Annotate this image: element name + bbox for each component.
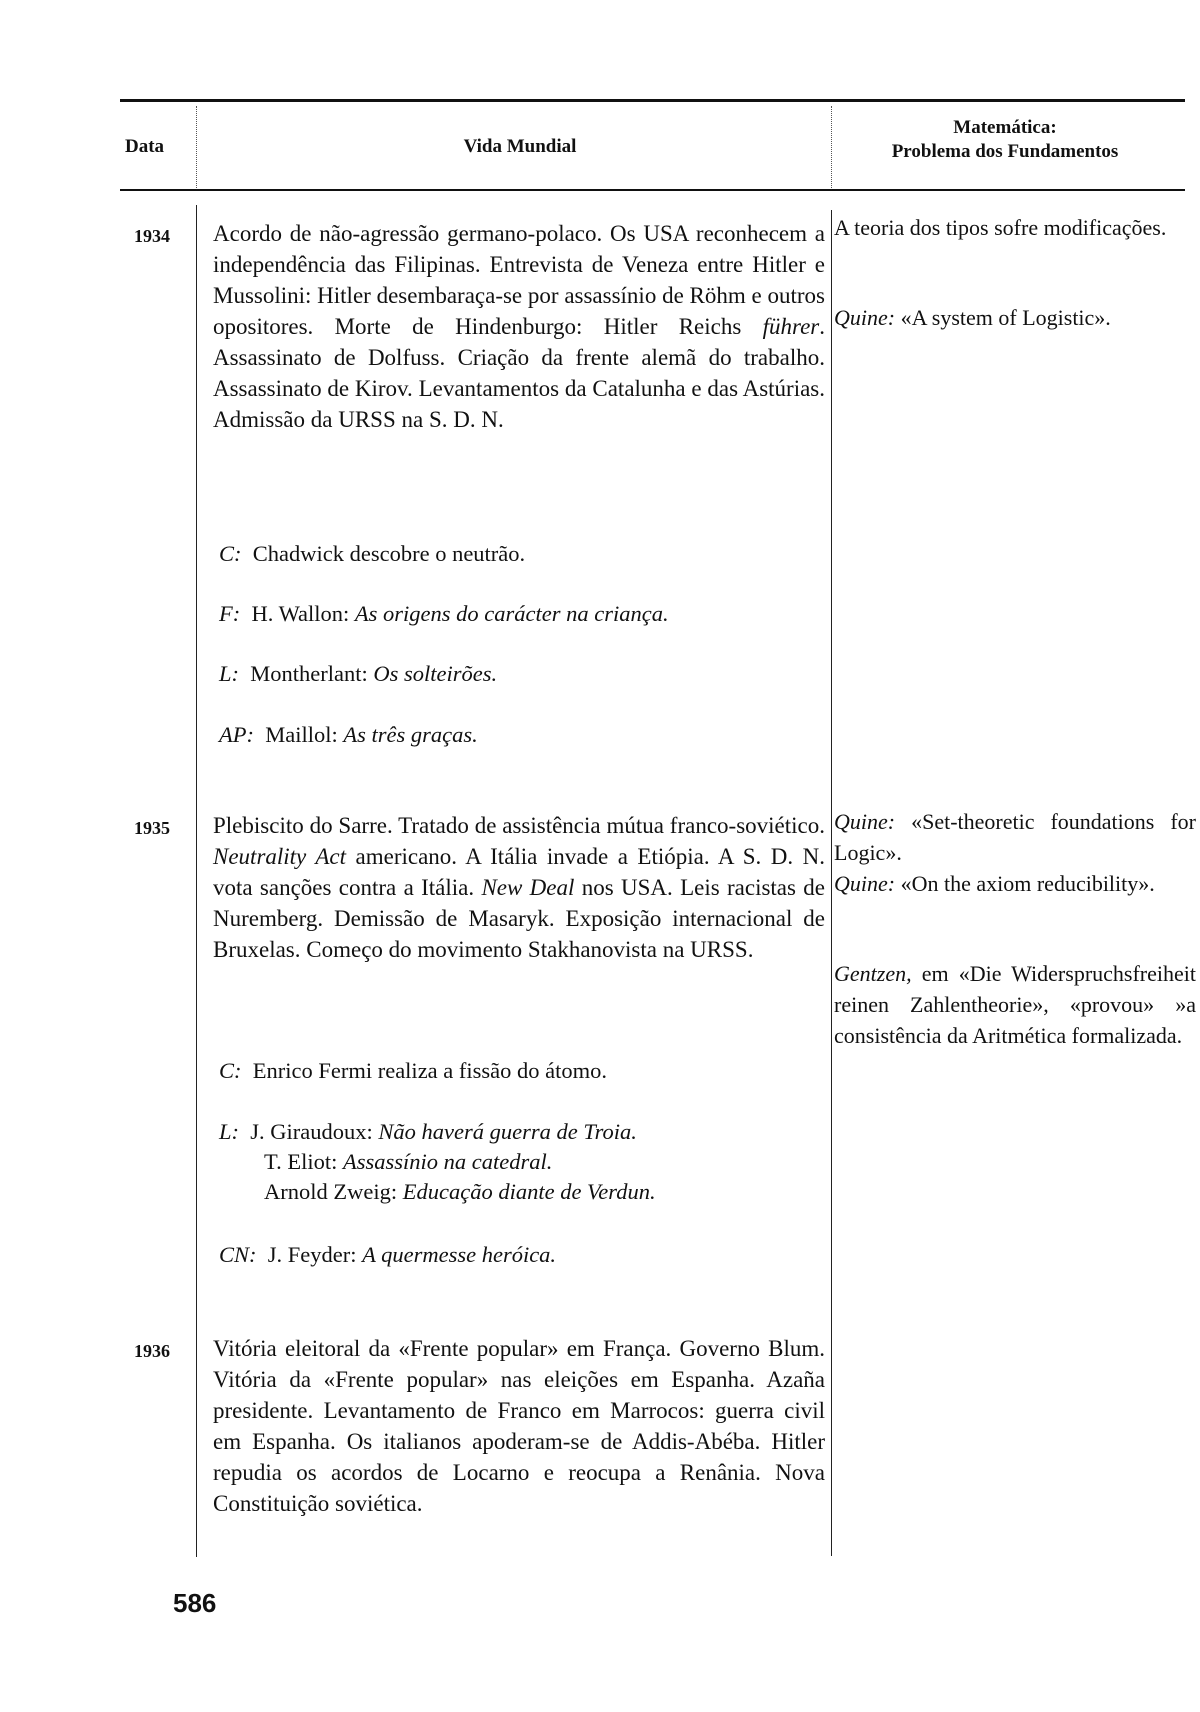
entry-title: As três graças. — [343, 722, 478, 747]
event-text-italic: führer — [762, 314, 820, 339]
column-divider-right — [831, 210, 832, 1556]
page-number: 586 — [173, 1588, 217, 1618]
world-events-1935 — [213, 810, 825, 965]
culture-entry — [219, 1117, 637, 1147]
event-text: . Assassinato de Dolfuss. Criação da frente alemã do trabalho. Assassinato de Kirov. Levantamentos da Catalunha e das Astúrias. Admissão da URSS na S. D. N. — [213, 314, 825, 432]
math-note — [834, 958, 1196, 1051]
culture-entry — [264, 1177, 656, 1207]
entry-text: Enrico Fermi realiza a fissão do átomo. — [252, 1058, 608, 1083]
math-note — [834, 212, 1196, 243]
year-label: 1934 — [134, 226, 170, 246]
math-note-text: A teoria dos tipos sofre modificações. — [834, 215, 1167, 240]
event-text: nos USA. Leis racistas de Nuremberg. Demissão de Masaryk. Exposição internacional de Bruxelas. Começo do movimento Stakhanovista na URSS. — [213, 875, 825, 962]
header-world: Vida Mundial — [463, 136, 577, 157]
event-text: Acordo de não-agressão germano-polaco. Os USA reconhecem a independência das Filipinas. Entrevista de Veneza entre Hitler e Mussolini: Hitler desembaraça-se por assassínio de Röhm e outros opositores. Morte de Hindenburgo: Hitler Reichs — [213, 221, 825, 339]
column-divider-left — [196, 205, 197, 1557]
header-divider-left — [196, 106, 197, 188]
math-author: Quine: — [834, 305, 896, 330]
entry-text: J. Giraudoux: — [250, 1119, 379, 1144]
culture-entry — [219, 539, 525, 569]
world-events-1934 — [213, 218, 825, 435]
header-math-line2: Problema dos Fundamentos — [891, 141, 1119, 162]
math-note-text: «Set-theoretic foundations for Logic». — [834, 809, 1196, 865]
entry-title: Os solteirões. — [373, 661, 498, 686]
culture-entry — [219, 599, 669, 629]
entry-text: H. Wallon: — [251, 601, 355, 626]
top-rule — [120, 99, 1185, 102]
math-note-text: em «Die Widerspruchsfreiheit reinen Zahlentheorie», «provou» »a consistência da Aritmética formalizada. — [834, 961, 1196, 1048]
culture-entry — [219, 1240, 556, 1270]
entry-text: Arnold Zweig: — [264, 1179, 403, 1204]
math-author: Quine: — [834, 809, 896, 834]
entry-category: C: — [219, 1058, 242, 1083]
culture-entry — [264, 1147, 552, 1177]
math-author: Quine: — [834, 871, 896, 896]
math-note-text: «A system of Logistic». — [895, 305, 1111, 330]
culture-entry — [219, 1056, 607, 1086]
math-note — [834, 868, 1196, 899]
entry-category: F: — [219, 601, 241, 626]
entry-title: Não haverá guerra de Troia. — [378, 1119, 637, 1144]
header-bottom-rule — [120, 189, 1185, 191]
entry-title: Educação diante de Verdun. — [402, 1179, 656, 1204]
world-events-1936 — [213, 1333, 825, 1519]
math-note — [834, 302, 1196, 333]
entry-category: CN: — [219, 1242, 257, 1267]
entry-title: Assassínio na catedral. — [342, 1149, 553, 1174]
math-author: Gentzen, — [834, 961, 912, 986]
entry-text: T. Eliot: — [264, 1149, 343, 1174]
event-text: Plebiscito do Sarre. Tratado de assistência mútua franco-soviético. — [213, 813, 825, 838]
entry-text: Montherlant: — [250, 661, 374, 686]
math-note — [834, 806, 1196, 868]
math-note-text: «On the axiom reducibility». — [895, 871, 1155, 896]
culture-entry — [219, 720, 478, 750]
header-math-line1: Matemática: — [953, 117, 1057, 138]
event-text-italic: New Deal — [481, 875, 575, 900]
entry-title: A quermesse heróica. — [362, 1242, 557, 1267]
year-label: 1935 — [134, 818, 170, 838]
entry-title: As origens do carácter na criança. — [354, 601, 669, 626]
entry-category: AP: — [219, 722, 254, 747]
header-divider-right — [831, 106, 832, 188]
header-date: Data — [125, 136, 165, 157]
year-label: 1936 — [134, 1341, 170, 1361]
event-text: Vitória eleitoral da «Frente popular» em França. Governo Blum. Vitória da «Frente popular» nas eleições em Espanha. Azaña presidente. Levantamento de Franco em Marrocos: guerra civil em Espanha. Os italianos apoderam-se de Addis-Abéba. Hitler repudia os acordos de Locarno e reocupa a Renânia. Nova Constituição soviética. — [213, 1336, 825, 1516]
entry-text: Chadwick descobre o neutrão. — [252, 541, 526, 566]
entry-category: L: — [219, 1119, 240, 1144]
entry-text: Maillol: — [265, 722, 344, 747]
entry-category: L: — [219, 661, 240, 686]
entry-category: C: — [219, 541, 242, 566]
event-text: americano. A Itália invade a Etiópia. A S. D. N. vota sanções contra a Itália. — [213, 844, 825, 900]
culture-entry — [219, 659, 497, 689]
entry-text: J. Feyder: — [267, 1242, 363, 1267]
event-text-italic: Neutrality Act — [213, 844, 347, 869]
